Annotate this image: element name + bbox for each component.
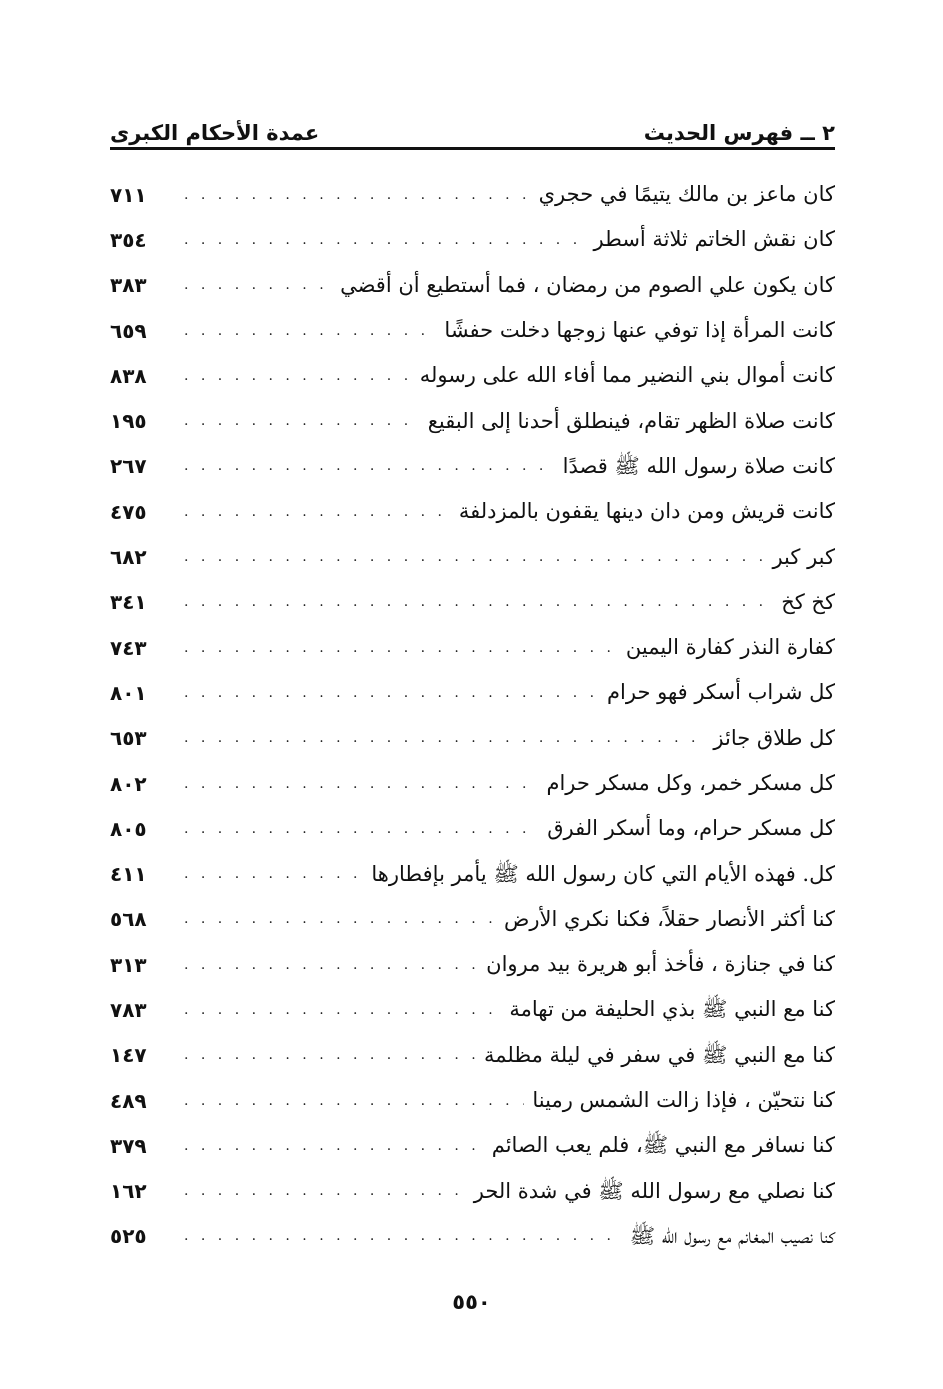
entry-text: كل مسكر خمر، وكل مسكر حرام — [546, 771, 835, 795]
entry-text: كانت قريش ومن دان دينها يقفون بالمزدلفة — [458, 499, 835, 524]
entry-page-number: ٢٦٧ — [110, 454, 147, 479]
entry-text: كخ كخ — [781, 589, 835, 614]
index-entry — [110, 263, 835, 308]
index-entry — [110, 489, 835, 534]
entry-page-number: ٣٤١ — [110, 590, 147, 615]
entry-text: كل مسكر حرام، وما أسكر الفرق — [547, 816, 835, 841]
entry-page-number: ٦٨٢ — [110, 545, 147, 570]
entry-page-number: ٥٦٨ — [110, 907, 147, 932]
index-entry — [110, 172, 835, 217]
index-entry — [110, 1214, 835, 1259]
leader-dots — [184, 188, 531, 202]
entry-text: كنا مع النبي ﷺ بذي الحليفة من تهامة — [509, 997, 835, 1022]
leader-dots — [184, 822, 539, 836]
leader-dots — [184, 595, 773, 609]
running-header — [110, 108, 835, 144]
entry-page-number: ٣١٣ — [110, 952, 147, 977]
index-entry — [110, 987, 835, 1032]
leader-dots — [184, 505, 451, 519]
entry-page-number: ١٦٢ — [110, 1179, 147, 1204]
leader-dots — [184, 414, 420, 428]
leader-dots — [184, 777, 538, 791]
section-title: ٢ ــ فهرس الحديث — [643, 121, 835, 145]
entry-page-number: ٣٥٤ — [110, 227, 147, 252]
index-entry — [110, 534, 835, 579]
entry-text: كانت صلاة رسول الله ﷺ قصدًا — [562, 453, 835, 478]
index-entry — [110, 761, 835, 806]
entry-text: كنا نسافر مع النبي ﷺ، فلم يعب الصائم — [491, 1133, 835, 1158]
leader-dots — [184, 912, 496, 926]
index-entry — [110, 398, 835, 443]
leader-dots — [184, 686, 599, 700]
index-entry — [110, 806, 835, 851]
leader-dots — [184, 1048, 476, 1062]
index-entry — [110, 217, 835, 262]
entry-page-number: ٨٠٥ — [110, 816, 147, 841]
leader-dots — [184, 958, 478, 972]
index-entry — [110, 1123, 835, 1168]
leader-dots — [184, 867, 363, 881]
entry-text: كل. فهذه الأيام التي كان رسول الله ﷺ يأمر بإفطارها — [371, 861, 835, 886]
index-entry — [110, 851, 835, 896]
index-entry — [110, 1078, 835, 1123]
entry-page-number: ٨٠٢ — [110, 771, 147, 796]
entry-page-number: ٣٨٣ — [110, 273, 147, 298]
entry-page-number: ٧١١ — [110, 182, 147, 207]
page-number: ٥٥٠ — [452, 1290, 491, 1314]
entry-text: كبر كبر — [772, 544, 835, 569]
entry-page-number: ١٩٥ — [110, 409, 147, 434]
leader-dots — [184, 324, 436, 338]
entry-page-number: ٦٥٩ — [110, 318, 147, 343]
entry-text: كان يكون علي الصوم من رمضان ، فما أستطيع أن أقضي — [340, 272, 835, 297]
index-entry — [110, 1033, 835, 1078]
entry-page-number: ٨٠١ — [110, 680, 147, 705]
leader-dots — [184, 1184, 466, 1198]
entry-text: كنا نصيب المغانم مع رسول الله ﷺ — [629, 1223, 835, 1248]
leader-dots — [184, 1094, 524, 1108]
leader-dots — [184, 369, 412, 383]
leader-dots — [184, 1139, 484, 1153]
index-entry — [110, 1169, 835, 1214]
entry-text: كنا في جنازة ، فأخذ أبو هريرة بيد مروان — [486, 952, 835, 977]
index-entry — [110, 625, 835, 670]
entry-page-number: ٤٨٩ — [110, 1088, 147, 1113]
entry-text: كانت أموال بني النضير مما أفاء الله على رسوله — [419, 363, 835, 388]
leader-dots — [184, 550, 764, 564]
entry-page-number: ٦٥٣ — [110, 726, 147, 751]
leader-dots — [184, 233, 586, 247]
entry-text: كل طلاق جائز — [713, 725, 835, 750]
leader-dots — [184, 731, 705, 745]
index-entry — [110, 444, 835, 489]
leader-dots — [184, 459, 555, 473]
entry-page-number: ١٤٧ — [110, 1043, 147, 1068]
hadith-index-list — [110, 172, 835, 1259]
index-entry — [110, 942, 835, 987]
entry-page-number: ٣٧٩ — [110, 1133, 147, 1158]
entry-page-number: ٧٤٣ — [110, 635, 147, 660]
entry-text: كفارة النذر كفارة اليمين — [625, 635, 835, 660]
entry-text: كانت صلاة الظهر تقام، فينطلق أحدنا إلى البقيع — [427, 408, 835, 433]
leader-dots — [184, 1229, 622, 1243]
leader-dots — [184, 1003, 501, 1017]
entry-page-number: ٨٣٨ — [110, 363, 147, 388]
entry-text: كان نقش الخاتم ثلاثة أسطر — [593, 227, 835, 252]
leader-dots — [184, 641, 618, 655]
entry-text: كانت المرأة إذا توفي عنها زوجها دخلت حفشًا — [444, 318, 835, 343]
entry-text: كل شراب أسكر فهو حرام — [607, 680, 835, 705]
entry-text: كنا مع النبي ﷺ في سفر في ليلة مظلمة — [483, 1042, 835, 1067]
index-entry — [110, 353, 835, 398]
entry-text: كان ماعز بن مالك يتيمًا في حجري — [538, 182, 835, 207]
book-title: عمدة الأحكام الكبرى — [110, 121, 320, 145]
index-entry — [110, 897, 835, 942]
index-entry — [110, 670, 835, 715]
index-entry — [110, 716, 835, 761]
entry-text: كنا أكثر الأنصار حقلاً، فكنا نكري الأرض — [503, 906, 835, 931]
entry-text: كنا نتحيّن ، فإذا زالت الشمس رمينا — [532, 1088, 835, 1113]
index-entry — [110, 308, 835, 353]
entry-page-number: ٧٨٣ — [110, 997, 147, 1022]
entry-text: كنا نصلي مع رسول الله ﷺ في شدة الحر — [473, 1178, 835, 1203]
index-entry — [110, 580, 835, 625]
header-rule — [110, 147, 835, 150]
entry-page-number: ٤١١ — [110, 862, 147, 887]
entry-page-number: ٥٢٥ — [110, 1224, 147, 1249]
leader-dots — [184, 278, 332, 292]
entry-page-number: ٤٧٥ — [110, 499, 147, 524]
